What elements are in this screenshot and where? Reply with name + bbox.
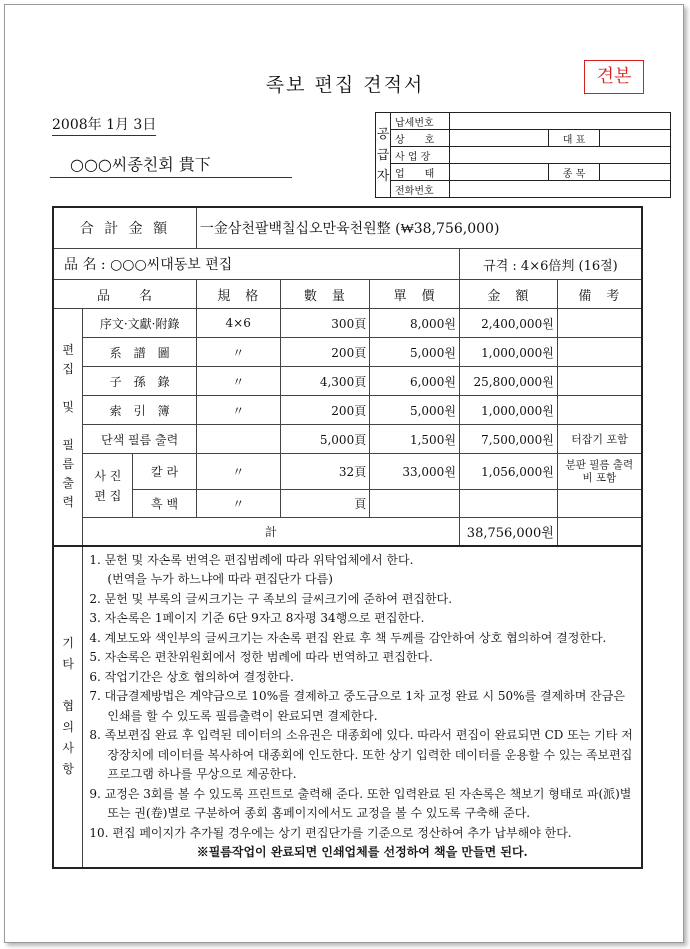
header-price: 單 價: [370, 280, 460, 309]
representative-label: 대 표: [549, 130, 600, 147]
supplier-table: [375, 112, 671, 198]
document-date: 2008年 1月 3日: [52, 114, 156, 136]
photo-editing-label: 사 진 편 집: [83, 454, 133, 518]
sum-label: 計: [83, 518, 460, 546]
row-name: 索 引 簿: [83, 396, 196, 425]
row-qty: 200頁: [280, 338, 370, 367]
row-price: 8,000원: [370, 309, 460, 338]
row-qty: 4,300頁: [280, 367, 370, 396]
note-item: 10. 편집 페이지가 추가될 경우에는 상기 편집단가를 기준으로 정산하여 추가 납부해야 한다.: [89, 825, 572, 840]
notes-label: 기 타 협 의 사 항: [53, 546, 83, 868]
photo-color-price: 33,000원: [370, 454, 460, 490]
row-spec: 〃: [196, 338, 280, 367]
representative-value[interactable]: [600, 130, 671, 147]
total-label: 合 計 金 額: [53, 207, 196, 249]
category-label: 종 목: [549, 164, 600, 181]
photo-bw-note: [557, 490, 642, 518]
company-value[interactable]: [450, 130, 549, 147]
row-amount: 1,000,000원: [459, 338, 557, 367]
supplier-label: 공 급 자: [376, 113, 391, 198]
row-note: [557, 396, 642, 425]
note-item: 6. 작업기간은 상호 협의하여 결정한다.: [89, 669, 294, 684]
product-name: 品 名 : ○○○씨대동보 편집: [53, 249, 459, 280]
row-spec: 〃: [196, 367, 280, 396]
photo-bw-spec: 〃: [196, 490, 280, 518]
row-name: 系 譜 圖: [83, 338, 196, 367]
note-item: 1. 문헌 및 자손록 번역은 편집범례에 따라 위탁업체에서 한다.: [89, 552, 414, 567]
row-qty: 300頁: [280, 309, 370, 338]
recipient-underline: [50, 177, 292, 178]
photo-bw-price: [370, 490, 460, 518]
sum-note: [557, 518, 642, 546]
reg-no-label: 납세번호: [391, 113, 450, 130]
row-amount: 25,800,000원: [459, 367, 557, 396]
address-label: 사 업 장: [391, 147, 450, 164]
note-item: 2. 문헌 및 부록의 글씨크기는 구 족보의 글씨크기에 준하여 편집한다.: [89, 591, 453, 606]
row-amount: 2,400,000원: [459, 309, 557, 338]
total-value: 一金삼천팔백칠십오만육천원整 (₩38,756,000): [196, 207, 642, 249]
row-spec: [196, 425, 280, 454]
notes-content: [83, 546, 642, 868]
row-price: 5,000원: [370, 338, 460, 367]
photo-color-amount: 1,056,000원: [459, 454, 557, 490]
phone-label: 전화번호: [391, 181, 450, 198]
row-name: 子 孫 錄: [83, 367, 196, 396]
row-note: [557, 367, 642, 396]
sum-amount: 38,756,000원: [459, 518, 557, 546]
row-spec: 〃: [196, 396, 280, 425]
row-note: [557, 338, 642, 367]
recipient: ○○○씨종친회 貴下: [70, 155, 211, 174]
note-item: 7. 대금결제방법은 계약금으로 10%를 결제하고 중도금으로 1차 교정 완료 시 50%를 결제하며 잔금은 인쇄를 할 수 있도록 필름출력이 완료되면 결제한다.: [89, 689, 625, 723]
row-name: 단색 필름 출력: [83, 425, 196, 454]
business-value[interactable]: [450, 164, 549, 181]
row-qty: 5,000頁: [280, 425, 370, 454]
photo-color-note: 분판 필름 출력비 포함: [557, 454, 642, 490]
note-item: 9. 교정은 3회를 볼 수 있도록 프린트로 출력해 준다. 또한 입력완료 된 자손록은 책보기 형태로 파(派)별 또는 권(卷)별로 구분하여 종회 홈페이지에서도 교정을 볼 수 있도록 구축해 준다.: [89, 786, 632, 820]
row-spec: 4×6: [196, 309, 280, 338]
row-note: 터잡기 포함: [557, 425, 642, 454]
note-item: 8. 족보편집 완료 후 입력된 데이터의 소유권은 대종회에 있다. 따라서 편집이 완료되면 CD 또는 기타 저장장치에 데이터를 복사하여 대종회에 인도한다. 또한 상기 입력한 데이터를 운용할 수 있는 족보편집프로그램 하나를 무상으로 제공한다.: [89, 728, 633, 781]
reg-no-value[interactable]: [450, 113, 671, 130]
note-item: 4. 계보도와 색인부의 글씨크기는 자손록 편집 완료 후 책 두께를 감안하여 상호 협의하여 결정한다.: [89, 630, 607, 645]
header-amount: 金 額: [459, 280, 557, 309]
product-spec: 규격 : 4×6倍判 (16절): [459, 249, 642, 280]
photo-color-qty: 32頁: [280, 454, 370, 490]
note-item: (번역을 누가 하느냐에 따라 편집단가 다름): [107, 572, 333, 586]
estimate-table: [52, 206, 643, 869]
row-price: 5,000원: [370, 396, 460, 425]
header-item: 品 名: [53, 280, 196, 309]
phone-value[interactable]: [450, 181, 671, 198]
note-item: 5. 자손록은 편찬위원회에서 정한 범례에 따라 번역하고 편집한다.: [89, 650, 433, 664]
document-title: 족보 편집 견적서: [265, 74, 425, 96]
sample-stamp: 견본: [584, 60, 644, 94]
header-qty: 數 量: [280, 280, 370, 309]
category-value[interactable]: [600, 164, 671, 181]
photo-bw-name: 흑 백: [133, 490, 197, 518]
photo-color-name: 칼 라: [133, 454, 197, 490]
row-amount: 1,000,000원: [459, 396, 557, 425]
row-note: [557, 309, 642, 338]
header-spec: 規 格: [196, 280, 280, 309]
photo-bw-qty: 頁: [280, 490, 370, 518]
business-label: 업 태: [391, 164, 450, 181]
row-price: 6,000원: [370, 367, 460, 396]
note-item: 3. 자손록은 1페이지 기준 6단 9자고 8자평 34행으로 편집한다.: [89, 611, 425, 625]
section-label-editing: 편 집 및 필 름 출 력: [53, 309, 83, 546]
header-note: 備 考: [557, 280, 642, 309]
row-amount: 7,500,000원: [459, 425, 557, 454]
row-qty: 200頁: [280, 396, 370, 425]
final-note: ※필름작업이 완료되면 인쇄업체를 선정하여 책을 만들면 된다.: [196, 845, 528, 859]
photo-bw-amount: [459, 490, 557, 518]
photo-color-spec: 〃: [196, 454, 280, 490]
company-label: 상 호: [391, 130, 450, 147]
row-price: 1,500원: [370, 425, 460, 454]
address-value[interactable]: [450, 147, 671, 164]
row-name: 序文·文獻·附錄: [83, 309, 196, 338]
